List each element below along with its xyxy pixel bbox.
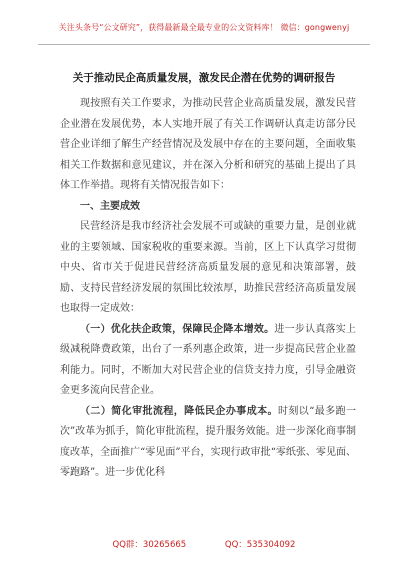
intro-paragraph: 现按照有关工作要求，为推动民营企业高质量发展，激发民营企业潜在发展优势，本人实地开展了有关工作调研认真走访部分民营企业详细了解生产经营情况及发展中存在的主要问题，全面收集相关工作数据和意见建议，并在深入分析和研究的基础上提出了具体工作举措。现将有关情况报告如下： [60, 98, 356, 191]
item-1-body: 进一步认真落实上级减税降费政策，出台了一系列惠企政策，进一步提高民营企业盈利能力。同时，不断加大对民营企业的信贷支持力度，引导金融资金更多流向民营企业。 [60, 323, 357, 396]
header-divider [38, 44, 370, 45]
header-banner: 关注头条号“公文研究”，获得最新最全最专业的公文资料库！ 微信：gongwenyj [58, 23, 350, 32]
item-2-body: 时刻以“最多跑一次”改革为抓手，简化审批流程，提升服务效能。进一步深化商事制度改革，全面推广“零见面”平台，实现行政审批“零纸张、零见面、零跑路”。进一步优化科 [60, 405, 356, 478]
footer-qq-group: QQ群：30265665 [112, 540, 187, 550]
document-title: 关于推动民企高质量发展，激发民企潜在优势的调研报告 [72, 72, 336, 84]
document-body [60, 94, 356, 484]
footer-contact [0, 538, 408, 550]
item-1-heading: （一）优化扶企政策，保障民企降本增效。 [80, 323, 275, 335]
item-2-heading: （二）简化审批流程，降低民企办事成本。 [80, 405, 278, 417]
item-2-paragraph [60, 402, 356, 484]
section-heading-1: 一、主要成效 [80, 200, 140, 212]
item-1-paragraph [60, 320, 356, 402]
footer-qq: QQ：535304092 [224, 540, 296, 550]
section-1-paragraph: 民营经济是我市经济社会发展不可或缺的重要力量，是创业就业的主要领域、国家税收的重要来源。当前，区上下认真学习贯彻中央、省市关于促进民营经济高质量发展的意见和决策部署，鼓励、支持民营经济发展的氛围比较浓厚，助推民营经济高质量发展也取得一定成效： [60, 221, 356, 314]
